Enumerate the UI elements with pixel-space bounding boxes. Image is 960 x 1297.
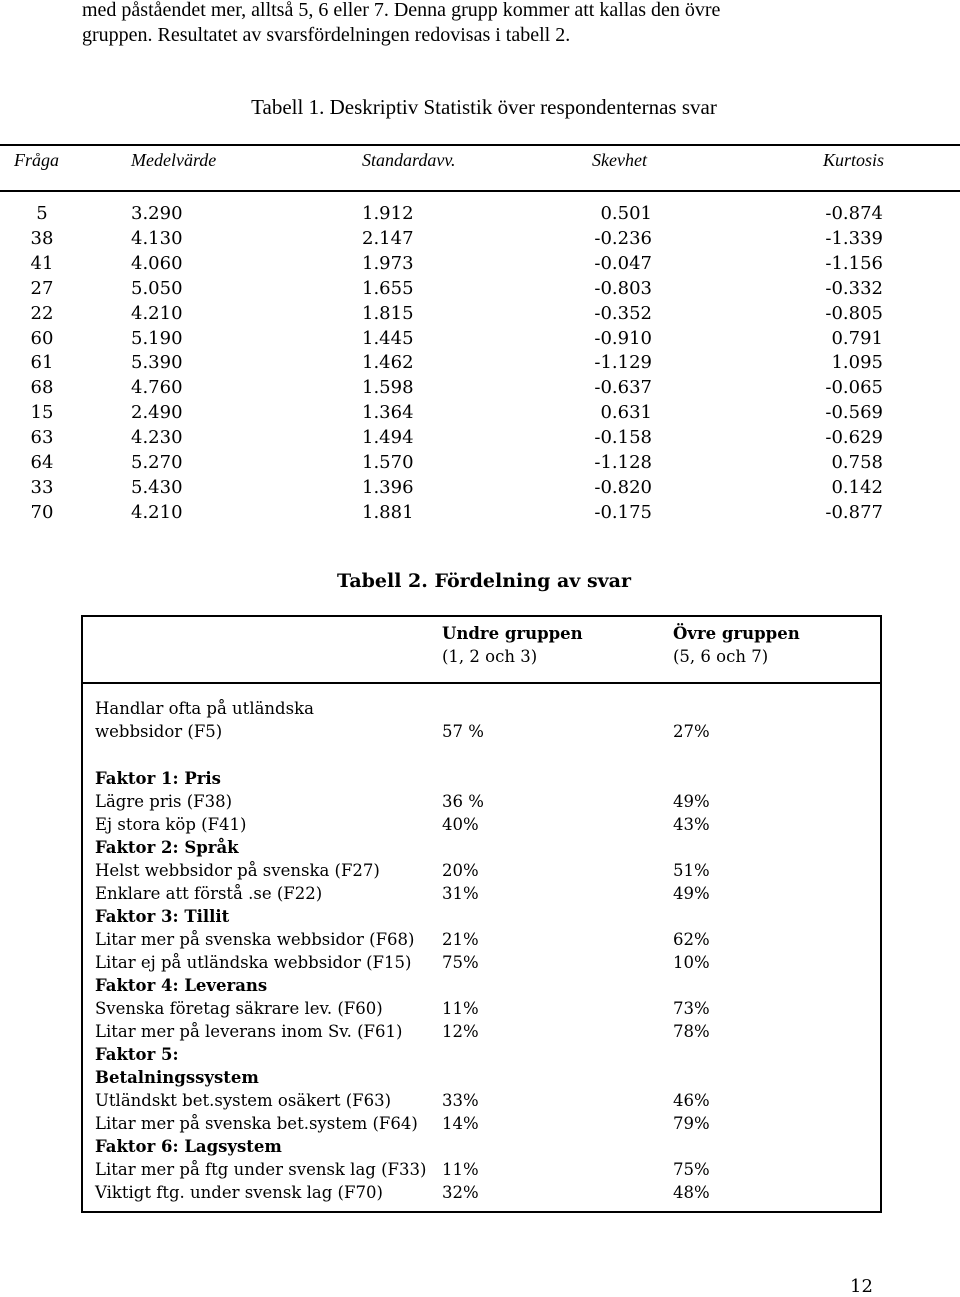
- table1-cell-fraga: 41: [30, 252, 54, 274]
- table1-cell-medel: 4.060: [131, 252, 183, 274]
- table2-row-undre: 33%: [442, 1091, 479, 1110]
- table1-cell-kurt: 0.758: [831, 452, 883, 474]
- table2-row: [0, 1158, 960, 1181]
- table1-cell-medel: 4.230: [131, 427, 183, 449]
- table2-row-label: Utländskt bet.system osäkert (F63): [95, 1091, 392, 1110]
- table2-row-undre: 14%: [442, 1114, 479, 1133]
- table1-cell-kurt: -1.156: [825, 252, 883, 274]
- table2-first-undre: 57 %: [442, 722, 484, 741]
- table2-header-undre-title: Undre gruppen: [442, 624, 583, 643]
- table2-row-undre: 12%: [442, 1022, 479, 1041]
- table2-row-label: Faktor 5:: [95, 1045, 179, 1064]
- table2-first-label-line2: webbsidor (F5): [95, 722, 223, 741]
- table1-title: Tabell 1. Deskriptiv Statistik över respondenternas svar: [251, 95, 717, 119]
- table1-cell-medel: 5.390: [131, 352, 183, 374]
- table1-header-rule: [0, 190, 960, 192]
- table1-cell-fraga: 61: [30, 352, 54, 374]
- table1-cell-medel: 2.490: [131, 402, 183, 424]
- table1-cell-fraga: 63: [30, 427, 54, 449]
- table1-cell-skev: 0.501: [600, 203, 652, 224]
- table1-header-std: Standardavv.: [362, 150, 456, 170]
- table1-cell-kurt: -0.332: [825, 277, 883, 299]
- table1-cell-std: 1.598: [362, 377, 414, 399]
- table2-row: [0, 1089, 960, 1112]
- table1-cell-kurt: -0.569: [825, 402, 883, 424]
- table2-first-ovre: 27%: [673, 722, 710, 741]
- table2-row-undre: 36 %: [442, 792, 484, 811]
- table2-row-ovre: 46%: [673, 1091, 710, 1110]
- table2-row-undre: 11%: [442, 1160, 479, 1179]
- table1-cell-medel: 5.190: [131, 327, 183, 349]
- table1-cell-std: 1.973: [362, 252, 414, 274]
- table1-cell-kurt: -0.065: [825, 377, 883, 399]
- table2-row-ovre: 43%: [673, 815, 710, 834]
- table2-row: [0, 790, 960, 813]
- table2-row-ovre: 10%: [673, 953, 710, 972]
- table1-cell-kurt: 1.095: [831, 352, 883, 374]
- table2-row: [0, 1043, 960, 1066]
- table1-cell-fraga: 38: [30, 227, 54, 249]
- table1-cell-fraga: 70: [30, 501, 54, 523]
- table1-cell-fraga: 27: [30, 277, 54, 299]
- table2-row-ovre: 62%: [673, 930, 710, 949]
- intro-line-1: med påståendet mer, alltså 5, 6 eller 7. Denna grupp kommer att kallas den övre: [82, 0, 721, 21]
- table1-cell-std: 1.655: [362, 277, 414, 299]
- table1-cell-skev: -0.820: [594, 476, 652, 498]
- table2-row: [0, 859, 960, 882]
- table2-header-ovre-sub: (5, 6 och 7): [673, 647, 769, 666]
- table2-row-undre: 32%: [442, 1183, 479, 1202]
- table2-row: [0, 1020, 960, 1043]
- table2-row: [0, 974, 960, 997]
- table1-column-std: [362, 202, 442, 526]
- table1-cell-skev: -1.129: [594, 352, 652, 374]
- table2-row-ovre: 49%: [673, 884, 710, 903]
- table2-row-label: Lägre pris (F38): [95, 792, 233, 811]
- table2-row-label: Betalningssystem: [95, 1068, 259, 1087]
- table2-row-label: Litar mer på svenska webbsidor (F68): [95, 930, 415, 949]
- table1-cell-skev: -0.158: [594, 427, 652, 449]
- table2-row-undre: 21%: [442, 930, 479, 949]
- table1-cell-std: 1.396: [362, 476, 414, 498]
- table1-cell-std: 2.147: [362, 227, 414, 249]
- table1-cell-std: 1.570: [362, 452, 414, 474]
- table1-cell-fraga: 60: [30, 327, 54, 349]
- table1-cell-std: 1.494: [362, 427, 414, 449]
- table1-cell-std: 1.881: [362, 501, 414, 523]
- table1-cell-medel: 5.430: [131, 476, 183, 498]
- table2-row-ovre: 48%: [673, 1183, 710, 1202]
- table2-row-ovre: 73%: [673, 999, 710, 1018]
- table2-row: [0, 836, 960, 859]
- table1-cell-skev: -0.910: [594, 327, 652, 349]
- table1-cell-std: 1.815: [362, 302, 414, 324]
- table1-cell-skev: -0.236: [594, 227, 652, 249]
- table2-row: [0, 882, 960, 905]
- table1-cell-fraga: 22: [30, 302, 54, 324]
- table2-header-rule: [81, 682, 880, 684]
- table2-row: [0, 951, 960, 974]
- intro-line-2: gruppen. Resultatet av svarsfördelningen redovisas i tabell 2.: [82, 24, 571, 46]
- table1-cell-kurt: 0.142: [831, 476, 883, 498]
- table2-row: [0, 1112, 960, 1135]
- table2-row-ovre: 75%: [673, 1160, 710, 1179]
- table1-column-kurt: [780, 202, 883, 526]
- table2-row: [0, 1135, 960, 1158]
- table1-cell-medel: 4.210: [131, 501, 183, 523]
- table1-cell-fraga: 64: [30, 452, 54, 474]
- table2-row: [0, 928, 960, 951]
- table1-cell-std: 1.364: [362, 402, 414, 424]
- table2-row: [0, 997, 960, 1020]
- table1-cell-skev: 0.631: [600, 402, 652, 424]
- table1-cell-std: 1.462: [362, 352, 414, 374]
- table1-cell-kurt: -0.874: [825, 203, 883, 224]
- table1-cell-std: 1.445: [362, 327, 414, 349]
- table1-cell-medel: 4.130: [131, 227, 183, 249]
- table2-header-undre-sub: (1, 2 och 3): [442, 647, 538, 666]
- table2-row-label: Svenska företag säkrare lev. (F60): [95, 999, 383, 1018]
- table2-row-undre: 11%: [442, 999, 479, 1018]
- table1-cell-skev: -0.637: [594, 377, 652, 399]
- table2-row-label: Litar mer på leverans inom Sv. (F61): [95, 1022, 403, 1041]
- table2-row-label: Litar ej på utländska webbsidor (F15): [95, 953, 412, 972]
- table1-column-fraga: [20, 202, 64, 526]
- table1-cell-fraga: 15: [30, 402, 54, 424]
- table2-row: [0, 905, 960, 928]
- table2-row: [0, 1181, 960, 1204]
- table2-row-undre: 40%: [442, 815, 479, 834]
- table1-header-fraga: Fråga: [14, 150, 59, 170]
- table1-cell-std: 1.912: [362, 203, 414, 224]
- table2-first-label-line1: Handlar ofta på utländska: [95, 699, 314, 718]
- table1-cell-medel: 3.290: [131, 203, 183, 224]
- table1-cell-skev: -0.803: [594, 277, 652, 299]
- table1-cell-kurt: -1.339: [825, 227, 883, 249]
- table1-cell-medel: 4.210: [131, 302, 183, 324]
- table1-cell-skev: -0.352: [594, 302, 652, 324]
- table2-row-undre: 31%: [442, 884, 479, 903]
- table2-rows: [0, 767, 960, 1204]
- page-number: 12: [850, 1276, 873, 1297]
- table1-cell-kurt: -0.877: [825, 501, 883, 523]
- table2-row-label: Helst webbsidor på svenska (F27): [95, 861, 380, 880]
- table2-row-ovre: 49%: [673, 792, 710, 811]
- table1-cell-medel: 5.050: [131, 277, 183, 299]
- table2-row: [0, 767, 960, 790]
- table1-cell-medel: 4.760: [131, 377, 183, 399]
- table2-row: [0, 1066, 960, 1089]
- table1-cell-fraga: 68: [30, 377, 54, 399]
- table1-column-skev: [560, 202, 652, 526]
- table2-row-undre: 75%: [442, 953, 479, 972]
- table2-row-label: Faktor 4: Leverans: [95, 976, 268, 995]
- table2-row-label: Enklare att förstå .se (F22): [95, 884, 323, 903]
- table2-row-label: Litar mer på ftg under svensk lag (F33): [95, 1160, 427, 1179]
- intro-paragraph: [82, 0, 887, 48]
- table2-row-ovre: 78%: [673, 1022, 710, 1041]
- table1-header-skev: Skevhet: [592, 150, 647, 170]
- table2-row-label: Faktor 2: Språk: [95, 838, 239, 857]
- table2-row-label: Faktor 3: Tillit: [95, 907, 230, 926]
- table1-column-medel: [131, 202, 211, 526]
- table1-cell-skev: -0.047: [594, 252, 652, 274]
- table1-cell-fraga: 33: [30, 476, 54, 498]
- table2-row-label: Faktor 6: Lagsystem: [95, 1137, 282, 1156]
- table1-top-rule: [0, 144, 960, 146]
- table2-row-label: Viktigt ftg. under svensk lag (F70): [95, 1183, 383, 1202]
- table2-header-ovre-title: Övre gruppen: [673, 624, 800, 643]
- table2-row-label: Faktor 1: Pris: [95, 769, 221, 788]
- table1-header-kurt: Kurtosis: [823, 150, 885, 170]
- table2-row-ovre: 51%: [673, 861, 710, 880]
- table1-cell-kurt: -0.805: [825, 302, 883, 324]
- table1-cell-kurt: -0.629: [825, 427, 883, 449]
- table2-row-undre: 20%: [442, 861, 479, 880]
- table1-cell-kurt: 0.791: [831, 327, 883, 349]
- table1-cell-skev: -0.175: [594, 501, 652, 523]
- table1-cell-fraga: 5: [36, 203, 48, 224]
- table2-row: [0, 813, 960, 836]
- table1-cell-medel: 5.270: [131, 452, 183, 474]
- table2-row-label: Ej stora köp (F41): [95, 815, 247, 834]
- table2-row-label: Litar mer på svenska bet.system (F64): [95, 1114, 418, 1133]
- table2-title: Tabell 2. Fördelning av svar: [337, 570, 631, 592]
- table1-header-medel: Medelvärde: [131, 150, 217, 170]
- table2-row-ovre: 79%: [673, 1114, 710, 1133]
- table1-cell-skev: -1.128: [594, 452, 652, 474]
